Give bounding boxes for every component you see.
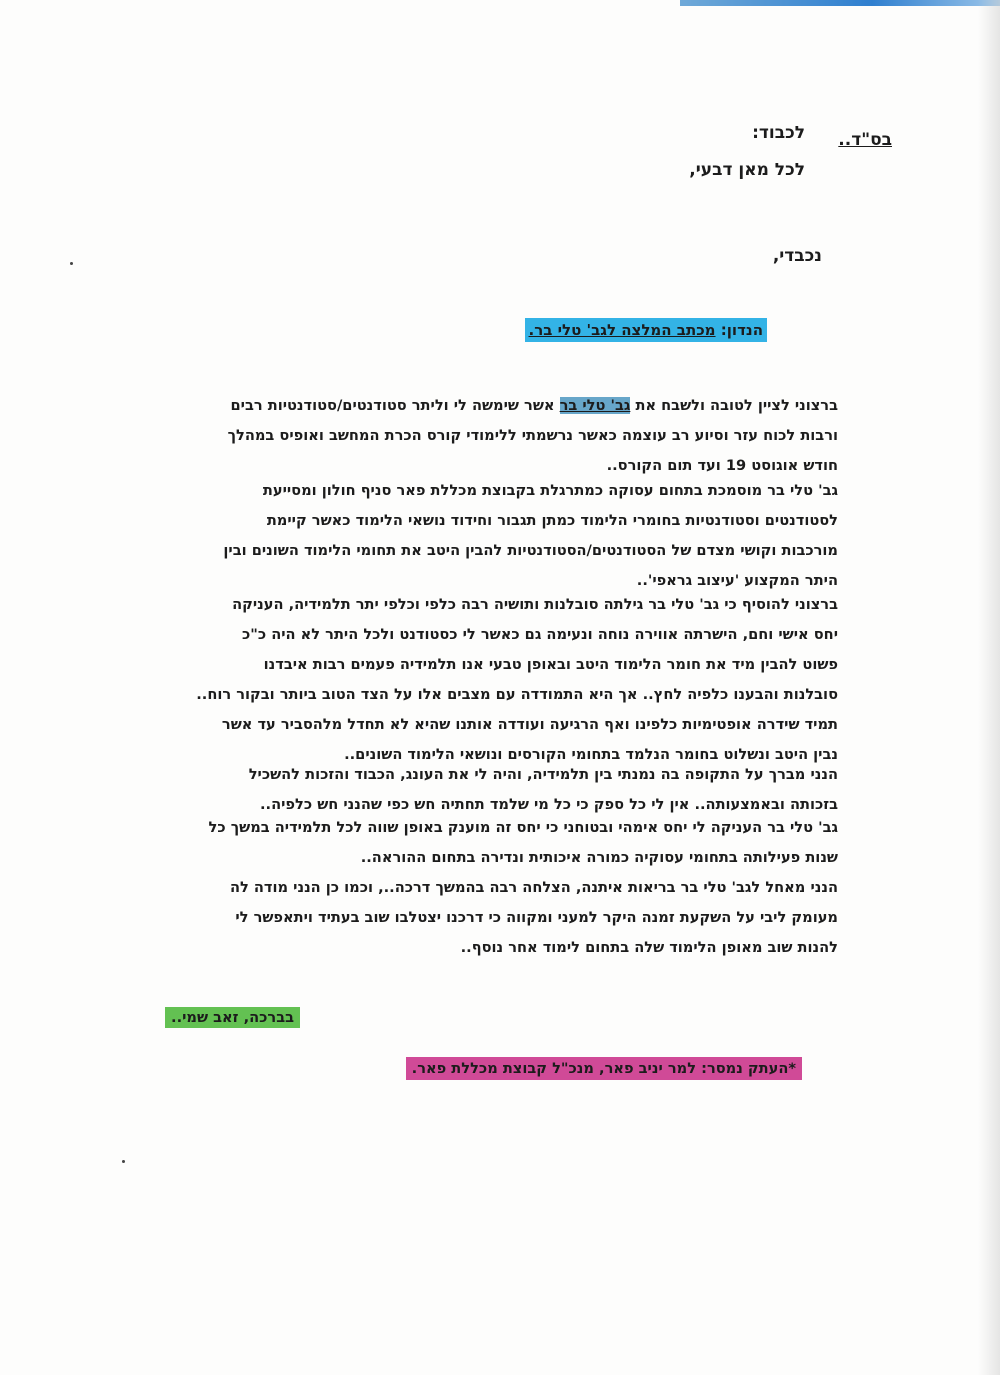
scan-speck — [122, 1160, 125, 1163]
subject-prefix: הנדון: — [720, 321, 763, 339]
line-segment: ברצוני לציין לטובה ולשבח את — [630, 397, 838, 414]
paragraph-line: גב' טלי בר מוסמכת בתחום עסוקה כמתרגלת בקבוצת מכללת פאר סניף חולון ומסייעת — [262, 482, 838, 499]
paragraph-line: גב' טלי בר העניקה לי יחס אימהי ובטוחני כי יחס זה מוענק באופן שווה לכל תלמידיה במשך כל — [208, 819, 838, 836]
signature: בברכה, זאב שמי.. — [165, 1007, 300, 1028]
paragraph-line: חודש אוגוסט 19 ועד תום הקורס.. — [606, 457, 838, 474]
paragraph-line: מעומק ליבי על השקעת זמנה היקר למעני ומקווה כי דרכנו יצטלבו שוב בעתיד ויתאפשר לי — [235, 909, 838, 926]
paragraph-line: ורבות לכוח עזר וסיוע רב עוצמה כאשר נרשמתי ללימודי קורס הכרת המחשב ואופיס במהלך — [227, 427, 838, 444]
line-segment: אשר שימשה לי וליתר סטודנטים/סטודנטיות רבים — [230, 397, 560, 414]
scan-speck — [70, 262, 73, 265]
cc-note: *העתק נמסר: למר יניב פאר, מנכ"ל קבוצת מכללת פאר. — [406, 1057, 802, 1080]
paragraph-line: סובלנות והבענו כלפיה לחץ.. אך היא התמודדה עם מצבים אלו על הצד הטוב ביותר ובקור רוח.. — [196, 686, 838, 703]
paragraph-3 — [158, 590, 838, 770]
to-recipient: לכל מאן דבעי, — [689, 160, 805, 180]
paragraph-line: שנות פעילותה בתחומי עסוקיה כמורה איכותית ונדירה בתחום ההוראה.. — [360, 849, 838, 866]
paragraph-line: תמיד שידרה אופטימיות כלפינו ואף הרגיעה ועודדה אותנו שהיא לא תחדל מלהסביר עד אשר — [221, 716, 838, 733]
paragraph-6 — [158, 873, 838, 963]
subject-line — [525, 318, 768, 342]
paragraph-line: יחס אישי וחם, הישרתה אווירה נוחה ונעימה גם כאשר לי כסטודנט ולכל היתר לא היה כ"כ — [241, 626, 838, 643]
paragraph-line: ברצוני להוסיף כי גב' טלי בר גילתה סובלנות ותושיה רבה כלפי וכלפי יתר תלמידיה, העניקה — [232, 596, 838, 613]
paragraph-4 — [158, 760, 838, 820]
to-label: לכבוד: — [752, 123, 805, 143]
paragraph-1 — [158, 391, 838, 481]
bsd-header: בס"ד.. — [838, 130, 892, 150]
salutation: נכבדי, — [772, 246, 822, 266]
paragraph-line: להנות שוב מאופן הלימוד שלה בתחום לימוד אחר נוסף.. — [460, 939, 838, 956]
paragraph-line: לסטודנטים וסטודנטיות בחומרי הלימוד כמתן תגבור וחידוד נושאי הלימוד כאשר קיימת — [266, 512, 838, 529]
highlighted-name: גב' טלי בר — [559, 397, 631, 414]
paragraph-5 — [158, 813, 838, 873]
paragraph-line: בזכותה ובאמצעותה.. אין לי כל ספק כי כל מי שלמד תחתיה חש כפי שהנני חש כלפיה.. — [260, 796, 838, 813]
paragraph-line: נבין היטב ונשלוט בחומר הנלמד בתחומי הקורסים ונושאי הלימוד השונים.. — [344, 746, 838, 763]
paragraph-line: מורכבות וקושי מצדם של הסטודנטים/הסטודנטיות להבין היטב את תחומי הלימוד השונים ובין — [223, 542, 838, 559]
paragraph-line: היתר המקצוע 'עיצוב גראפי'.. — [636, 572, 838, 589]
subject-text: מכתב המלצה לגב' טלי בר. — [528, 321, 716, 339]
paragraph-line — [158, 391, 838, 421]
scan-artifact-strip — [680, 0, 1000, 6]
paragraph-line: הנני מאחל לגב' טלי בר בריאות איתנה, הצלחה רבה בהמשך דרכה.., וכמו כן הנני מודה לה — [229, 879, 838, 896]
paragraph-2 — [158, 476, 838, 596]
paragraph-line: הנני מברך על התקופה בה נמנתי בין תלמידיה, והיה לי את העונג, הכבוד והזכות להשכיל — [248, 766, 838, 783]
scan-artifact-edge — [978, 0, 1000, 1375]
paragraph-line: פשוט להבין מיד את חומר הלימוד היטב ובאופן טבעי אנו תלמידיה פעמים רבות איבדנו — [263, 656, 838, 673]
